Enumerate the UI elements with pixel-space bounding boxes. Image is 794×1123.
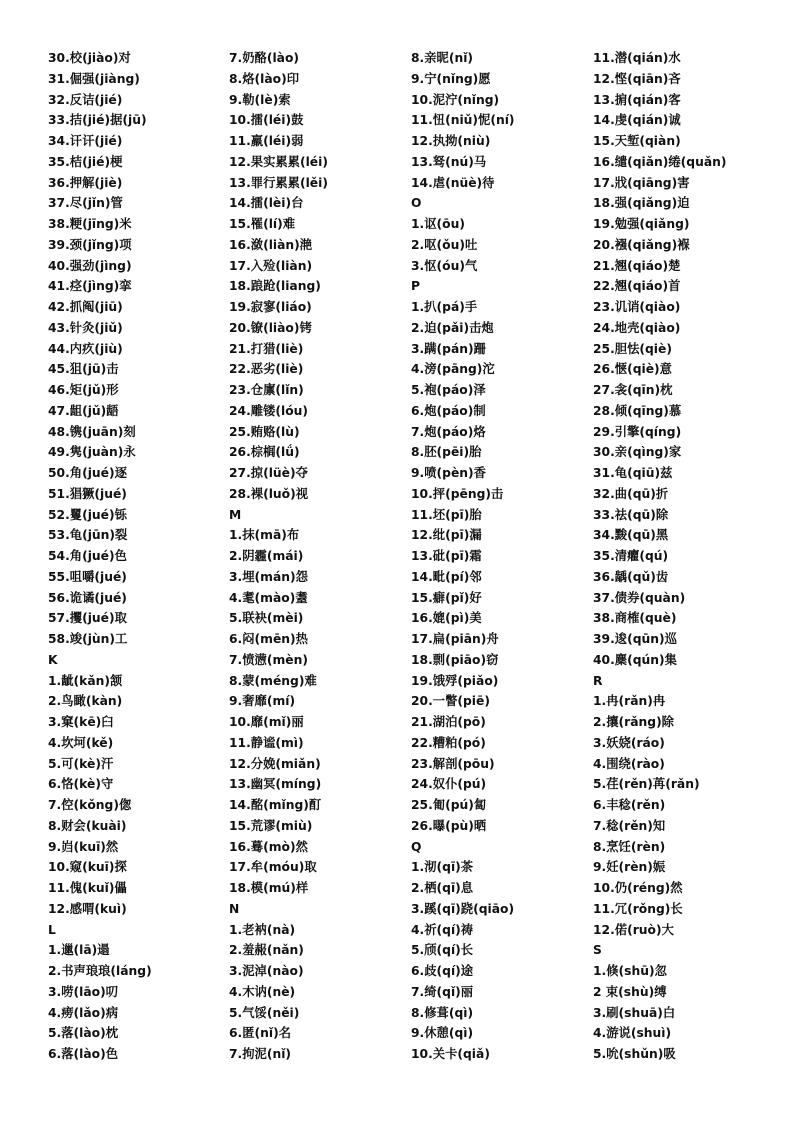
vocab-entry: 31.龟(qiū)兹 [593,466,673,480]
vocab-entry: 20.襁(qiǎng)褓 [593,237,690,252]
vocab-entry: 46.矩(jǔ)形 [48,383,119,397]
vocab-entry: 2.攘(rǎng)除 [593,715,674,729]
vocab-entry: 40.麇(qún)集 [593,652,677,667]
vocab-entry: 37.债券(quàn) [593,590,686,605]
vocab-entry: 56.诡谲(jué) [48,590,127,605]
vocab-entry: 12.执拗(niù) [411,134,491,148]
vocab-entry: 13.幽冥(míng) [229,777,322,792]
vocab-entry: 3.蹊(qī)跷(qiāo) [411,901,515,916]
vocab-entry: 12.悭(qiān)吝 [593,71,681,86]
section-letter: R [593,673,603,688]
vocab-entry: 13.驽(nú)马 [411,154,487,169]
vocab-entry: 4.滂(pāng)沱 [411,362,495,377]
section-letter: K [48,652,58,667]
vocab-entry: 23.解剖(pōu) [411,756,495,771]
vocab-entry: 2.迫(pǎi)击炮 [411,320,494,335]
vocab-entry: 25.胆怯(qiè) [593,341,672,356]
vocab-entry: 2.鸟瞰(kàn) [48,694,123,709]
vocab-entry: 45.狙(jū)击 [48,362,119,377]
vocab-entry: 11.坯(pī)胎 [411,507,482,522]
vocab-entry: 15.癖(pǐ)好 [411,590,482,605]
vocab-entry: 6.闷(mēn)热 [229,632,308,646]
vocab-entry: 51.猖獗(jué) [48,486,127,501]
vocab-entry: 23.讥诮(qiào) [593,300,681,314]
section-letter: P [411,279,421,294]
vocab-entry: 13.罪行累累(lěi) [229,175,328,190]
vocab-entry: 12.纰(pī)漏 [411,528,482,543]
vocab-entry: 6.丰稔(rěn) [593,798,666,812]
vocab-entry: 7.拘泥(nǐ) [229,1047,292,1061]
vocab-entry: 1.抹(mā)布 [229,528,300,543]
vocab-entry: 17.戕(qiāng)害 [593,175,690,190]
vocab-entry: 6.歧(qí)途 [411,964,474,978]
vocab-entry: 10.泥泞(nǐng) [411,92,500,107]
vocab-entry: 55.咀嚼(jué) [48,569,127,584]
vocab-entry: 47.龃(jǔ)龉 [48,403,119,418]
vocab-entry: 23.仓廪(lǐn) [229,383,304,397]
vocab-entry: 10.靡(mǐ)丽 [229,715,304,729]
vocab-entry: 12.分娩(miǎn) [229,756,321,771]
vocab-entry: 34.讦讦(jié) [48,134,123,148]
vocab-entry: 18.踉跄(liang) [229,279,321,294]
vocab-entry: 3.唠(lāo)叨 [48,984,119,999]
vocab-entry: 9.喷(pèn)香 [411,466,486,480]
vocab-entry: 10.抨(pēng)击 [411,486,504,501]
vocab-entry: 15.天堑(qiàn) [593,134,681,148]
section-letter: N [229,901,240,916]
vocab-entry: 49.隽(juàn)永 [48,445,136,460]
vocab-entry: 17.扁(piān)舟 [411,632,499,646]
vocab-entry: 5.袍(páo)泽 [411,383,486,397]
vocab-entry: 7.倥(kǒng)偬 [48,798,132,812]
vocab-entry: 29.引擎(qíng) [593,424,682,439]
vocab-entry: 11.羸(léi)弱 [229,134,304,148]
vocab-entry: 8.蒙(méng)难 [229,673,317,688]
vocab-entry: 3.泥淖(nào) [229,964,304,978]
vocab-entry: 1.冉(rǎn)冉 [593,694,666,709]
vocab-entry: 9.勒(lè)索 [229,92,291,107]
vocab-entry: 19.饿殍(piǎo) [411,673,499,688]
section-letter: S [593,943,602,958]
vocab-entry: 7.稔(rěn)知 [593,818,666,833]
vocab-entry: 27.掠(lüè)夺 [229,466,308,480]
vocab-entry: 13.掮(qián)客 [593,92,681,107]
column-2 [229,48,409,1065]
vocab-entry: 28.倾(qīng)慕 [593,403,682,418]
column-1 [48,48,228,1065]
column-3 [411,48,591,1065]
vocab-entry: 2.阴霾(mái) [229,549,304,563]
column-4 [593,48,773,1065]
vocab-entry: 22.翘(qiáo)首 [593,279,681,294]
vocab-entry: 26.曝(pù)晒 [411,818,487,833]
vocab-entry: 35.清癯(qú) [593,549,669,563]
vocab-entry: 1.邋(lā)遢 [48,943,110,958]
vocab-entry: 27.衾(qīn)枕 [593,383,673,397]
vocab-entry: 4.痨(lǎo)病 [48,1005,119,1020]
vocab-entry: 14.虐(nüè)待 [411,175,495,190]
vocab-entry: 20.一瞥(piē) [411,694,490,709]
vocab-entry: 8.亲昵(nǐ) [411,51,474,65]
vocab-entry: 22.恶劣(liè) [229,362,304,377]
vocab-entry: 5.吮(shǔn)吸 [593,1047,676,1061]
vocab-entry: 26.棕榈(lǘ) [229,445,300,460]
vocab-entry: 30.校(jiào)对 [48,51,131,65]
vocab-entry: 5.气馁(něi) [229,1005,300,1020]
vocab-entry: 18.模(mú)样 [229,881,309,895]
vocab-entry: 10.关卡(qiǎ) [411,1047,490,1061]
vocab-entry: 21.湖泊(pō) [411,715,486,729]
vocab-entry: 3.窠(kē)臼 [48,715,114,729]
vocab-entry: 57.攫(jué)取 [48,611,127,626]
vocab-entry: 43.针灸(jiǔ) [48,320,123,335]
vocab-entry: 13.砒(pī)霜 [411,549,482,563]
section-letter: O [411,196,422,211]
vocab-entry: 17.入殓(liàn) [229,258,313,273]
vocab-entry: 35.桔(jié)梗 [48,154,123,169]
vocab-entry: 14.酩(mǐng)酊 [229,798,322,812]
vocab-entry: 3.埋(mán)怨 [229,569,308,584]
vocab-entry: 4.游说(shuì) [593,1026,672,1041]
section-letter: M [229,507,242,522]
vocab-entry: 12.果实累累(léi) [229,154,328,169]
vocab-entry: 14.擂(lèi)台 [229,196,304,211]
vocab-entry: 7.炮(páo)烙 [411,424,486,439]
vocab-entry: 38.商榷(què) [593,611,677,626]
vocab-entry: 26.惬(qiè)意 [593,362,672,377]
vocab-entry: 39.逡(qūn)巡 [593,632,677,646]
vocab-entry: 53.龟(jūn)裂 [48,528,128,543]
vocab-entry: 16.媲(pì)美 [411,611,482,626]
vocab-entry: 6.匿(nǐ)名 [229,1026,292,1041]
vocab-entry: 48.镌(juān)刻 [48,424,136,439]
vocab-entry: 3.蹒(pán)跚 [411,341,486,356]
vocab-entry: 16.缱(qiǎn)绻(quǎn) [593,154,727,169]
vocab-entry: 5.荏(rěn)苒(rǎn) [593,777,700,792]
vocab-entry: 1.老衲(nà) [229,922,296,937]
vocab-entry: 36.龋(qǔ)齿 [593,569,669,584]
vocab-entry: 2.书声琅琅(láng) [48,964,152,978]
vocab-entry: 37.尽(jǐn)管 [48,196,123,211]
vocab-entry: 6.落(lào)色 [48,1047,119,1061]
vocab-entry: 8.胚(pēi)胎 [411,445,482,460]
vocab-entry: 9.奢靡(mí) [229,694,296,709]
vocab-entry: 1.沏(qī)茶 [411,860,474,875]
vocab-entry: 31.倔强(jiàng) [48,71,140,86]
vocab-entry: 3.妖娆(ráo) [593,735,665,750]
vocab-entry: 8.烹饪(rèn) [593,839,666,854]
vocab-entry: 2.呕(ǒu)吐 [411,237,478,252]
vocab-entry: 58.竣(jùn)工 [48,632,128,646]
vocab-entry: 17.牟(móu)取 [229,860,317,875]
vocab-entry: 12.感喟(kuì) [48,901,127,916]
vocab-entry: 5.颀(qí)长 [411,943,474,958]
vocab-entry: 6.恪(kè)守 [48,777,114,792]
vocab-entry: 15.罹(lí)难 [229,217,296,231]
vocab-entry: 1.龇(kǎn)颔 [48,673,123,688]
vocab-entry: 3.怄(óu)气 [411,258,478,273]
vocab-entry: 7.绮(qǐ)丽 [411,984,474,999]
vocab-entry: 32.曲(qū)折 [593,486,669,501]
vocab-entry: 1.扒(pá)手 [411,300,478,314]
vocab-entry: 16.蓦(mò)然 [229,839,308,854]
vocab-entry: 9.岿(kuī)然 [48,839,119,854]
vocab-entry: 7.奶酪(lào) [229,51,300,65]
vocab-entry: 11.冗(rǒng)长 [593,901,683,916]
vocab-entry: 4.木讷(nè) [229,984,296,999]
vocab-entry: 19.寂寥(liáo) [229,300,312,314]
vocab-entry: 19.勉强(qiǎng) [593,217,690,231]
vocab-entry: 4.祈(qí)祷 [411,922,474,937]
vocab-entry: 18.强(qiǎng)迫 [593,196,690,211]
vocab-entry: 2.羞赧(nǎn) [229,943,304,958]
vocab-entry: 20.镣(liào)铐 [229,320,312,335]
vocab-entry: 8.烙(lào)印 [229,71,300,86]
vocab-entry: 25.贿赂(lù) [229,424,300,439]
vocab-entry: 22.糟粕(pó) [411,735,486,750]
vocab-entry: 54.角(jué)色 [48,549,127,563]
vocab-entry: 6.炮(páo)制 [411,403,486,418]
vocab-entry: 24.雕镂(lóu) [229,403,309,418]
section-letter: Q [411,839,422,854]
section-letter: L [48,922,56,937]
vocab-entry: 11.傀(kuǐ)儡 [48,881,127,895]
vocab-entry: 11.忸(niǔ)怩(ní) [411,113,515,128]
vocab-entry: 39.颈(jǐng)项 [48,237,132,252]
vocab-entry: 41.痉(jìng)挛 [48,279,132,294]
vocab-entry: 38.粳(jīng)米 [48,217,132,231]
vocab-entry: 1.讴(ōu) [411,217,465,231]
vocab-entry: 10.仍(réng)然 [593,881,683,895]
vocab-entry: 3.刷(shuā)白 [593,1005,676,1020]
vocab-entry: 24.奴仆(pú) [411,777,487,792]
vocab-entry: 10.窥(kuī)探 [48,860,127,875]
vocab-entry: 2 束(shù)缚 [593,984,667,999]
vocab-entry: 30.亲(qìng)家 [593,445,682,460]
vocab-entry: 34.黢(qū)黑 [593,528,669,543]
vocab-entry: 5.可(kè)汗 [48,756,114,771]
vocab-entry: 21.翘(qiáo)楚 [593,258,681,273]
vocab-entry: 10.擂(léi)鼓 [229,113,304,128]
vocab-entry: 32.反诘(jié) [48,92,123,107]
vocab-entry: 28.裸(luǒ)视 [229,486,309,501]
vocab-entry: 9.宁(nǐng)愿 [411,71,491,86]
vocab-entry: 15.荒谬(miù) [229,818,313,833]
vocab-entry: 12.偌(ruò)大 [593,922,674,937]
vocab-entry: 24.地壳(qiào) [593,320,681,335]
vocab-entry: 44.内疚(jiù) [48,341,123,356]
vocab-entry: 33.祛(qū)除 [593,507,669,522]
vocab-entry: 21.打猎(liè) [229,341,304,356]
vocab-entry: 14.虔(qián)诚 [593,113,681,128]
vocab-entry: 36.押解(jiè) [48,175,123,190]
vocab-entry: 16.潋(liàn)滟 [229,237,313,252]
vocab-entry: 7.愤懑(mèn) [229,652,308,667]
vocab-entry: 52.矍(jué)铄 [48,507,127,522]
vocab-entry: 4.耄(mào)耋 [229,590,308,605]
vocab-entry: 11.潜(qián)水 [593,51,681,65]
vocab-entry: 50.角(jué)逐 [48,466,127,480]
vocab-entry: 8.财会(kuài) [48,818,127,833]
vocab-entry: 33.拮(jié)据(jū) [48,113,147,128]
vocab-entry: 5.联袂(mèi) [229,611,304,626]
vocab-entry: 42.抓阄(jiū) [48,300,123,314]
vocab-entry: 14.毗(pí)邻 [411,569,482,584]
vocab-entry: 11.静谧(mì) [229,735,304,750]
vocab-entry: 40.强劲(jìng) [48,258,132,273]
vocab-entry: 2.栖(qī)息 [411,881,474,895]
vocab-entry: 4.围绕(rào) [593,756,665,771]
vocab-entry: 25.匍(pú)匐 [411,798,487,812]
vocab-entry: 8.修葺(qì) [411,1005,474,1020]
vocab-entry: 4.坎坷(kě) [48,735,114,750]
vocab-entry: 9.妊(rèn)娠 [593,860,666,875]
vocab-entry: 5.落(lào)枕 [48,1026,119,1041]
vocab-entry: 9.休憩(qì) [411,1026,474,1041]
vocab-entry: 1.倏(shū)忽 [593,964,667,978]
vocab-entry: 18.剽(piāo)窃 [411,652,499,667]
